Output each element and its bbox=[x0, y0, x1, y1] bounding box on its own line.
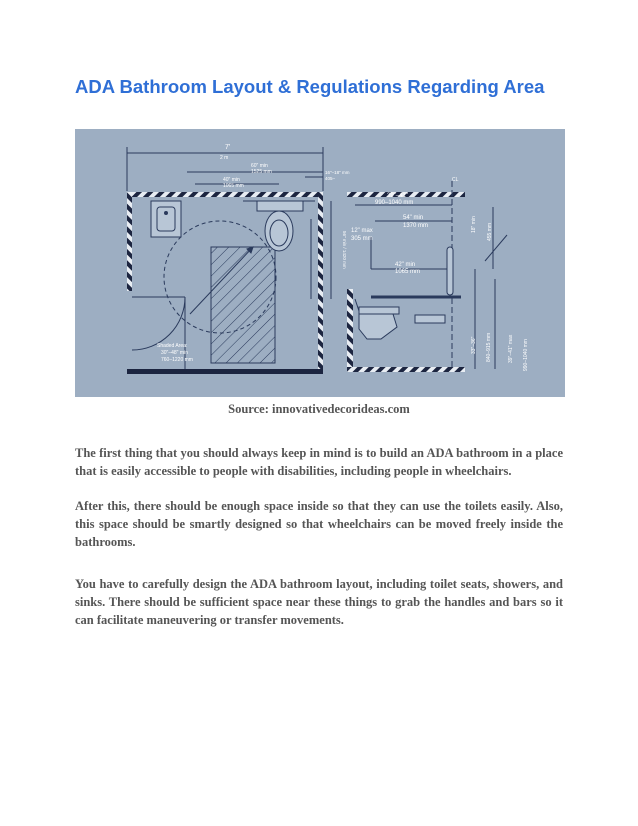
top-ft-label: 7' bbox=[225, 144, 231, 151]
page-title: ADA Bathroom Layout & Regulations Regarding Area bbox=[75, 76, 545, 97]
mm305-label: 305 mm bbox=[351, 236, 373, 242]
paragraph-1: The first thing that you should always keep in mind is to build an ADA bathroom in a place that is easily accessible to people with disabilities, including people in wheelchairs. bbox=[75, 446, 563, 478]
shaded-label-2: 30"–48" min bbox=[161, 350, 188, 356]
r39-41max-label: 39"–41" max bbox=[508, 334, 514, 363]
shaded-label-3: 760–1220 mm bbox=[161, 357, 193, 363]
r39-41-label: 39"–41" bbox=[387, 193, 408, 199]
mm1065b-label: 1065 mm bbox=[395, 269, 421, 275]
mm405-label: 405– bbox=[325, 176, 336, 181]
min54-label: 54" min bbox=[403, 215, 424, 221]
mm1065-label: 1065 mm bbox=[223, 183, 244, 189]
cl-label: CL bbox=[452, 177, 459, 183]
max12-label: 12" max bbox=[351, 228, 373, 234]
mm990b-label: 990–1040 mm bbox=[523, 339, 529, 371]
mm840-label: 840–915 mm bbox=[486, 332, 492, 362]
min18-label: 18" min bbox=[471, 216, 477, 233]
paragraph-3: You have to carefully design the ADA bathroom layout, including toilet seats, showers, and sinks. There should be sufficient space near these things to grab the handles and bars so it can facilitate maneuvering or transfer movements. bbox=[75, 577, 563, 627]
mm1525-label: 1525 mm bbox=[251, 169, 272, 175]
figure-caption: Source: innovativedecorideas.com bbox=[228, 402, 410, 416]
mm990-label: 990–1040 mm bbox=[375, 200, 414, 206]
shaded-label-1: Shaded Area: bbox=[157, 343, 188, 349]
r33-36-label: 33"–36" bbox=[471, 336, 477, 354]
top-m-label: 2 m bbox=[220, 155, 229, 161]
mm455-label: 455 mm bbox=[487, 222, 493, 241]
min40-label: 40" min bbox=[223, 177, 240, 183]
mm1370-label: 1370 mm bbox=[403, 223, 429, 229]
min60-label: 60" min bbox=[251, 163, 268, 169]
min42-label: 42" min bbox=[395, 262, 416, 268]
paragraph-2: After this, there should be enough space inside so that they can use the toilets easily. Also, this space should be smartly designed so that wheelchairs can be moved freely inside the bathrooms. bbox=[75, 499, 563, 549]
r16-18-label: 16"–18" mm bbox=[325, 170, 350, 175]
ada-bathroom-diagram bbox=[75, 129, 565, 397]
left-dim-label: 56" min / 1420 mm bbox=[342, 231, 347, 269]
